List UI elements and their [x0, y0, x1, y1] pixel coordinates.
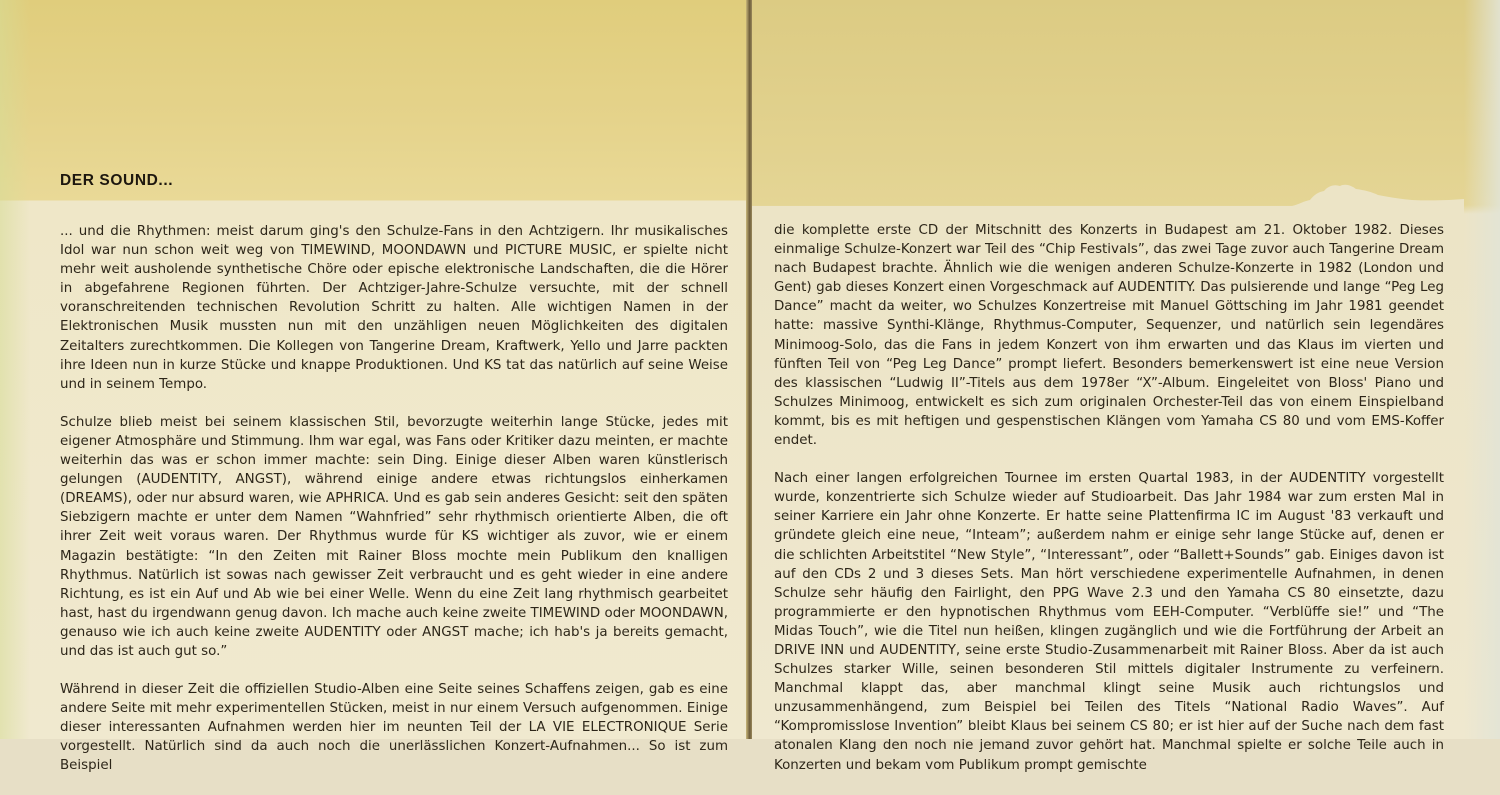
right-paragraph-1: die komplette erste CD der Mitschnitt des Konzerts in Budapest am 21. Oktober 1982. Dieses einmalige Schulze-Konzert war Teil des “Chip Festivals”, das zwei Tage zuvor auch Tangerine Dream nach Budapest brachte. Ähnlich wie die wenigen anderen Schulze-Konzerte in 1982 (London und Gent) gab dieses Konzert einen Vorgeschmack auf AUDENTITY. Das pulsierende und lange “Peg Leg Dance” macht da weiter, wo Schulzes Konzertreise mit Manuel Göttsching im Jahr 1981 geendet hatte: massive Synthi-Klänge, Rhythmus-Computer, Sequenzer, und natürlich sein legendäres Minimoog-Solo, das die Fans in jedem Konzert von ihm erwarten und das Klaus im vierten und fünften Teil von “Peg Leg Dance” prompt liefert. Besonders bemerkenswert ist eine neue Version des klassischen “Ludwig II”-Titels aus dem 1978er “X”-Album. Eingeleitet von Bloss' Piano und Schulzes Minimoog, entwickelt es sich zum originalen Orchester-Teil das von einem Einspielband kommt, bis es mit heftigen und gespenstischen Klängen vom Yamaha CS 80 und vom EMS-Koffer endet. — [774, 223, 1444, 449]
left-paragraph-1: ... und die Rhythmen: meist darum ging's den Schulze-Fans in den Achtzigern. Ihr musikalisches Idol war nun schon weit weg von TIMEWIND, MOONDAWN und PICTURE MUSIC, er spielte nicht mehr weit ausholende synthetische Chöre oder epische elektronische Landschaften, die die Hörer in abgefahrene Regionen führten. Der Achtziger-Jahre-Schulze versuchte, mit der schnell voranschreitenden technischen Revolution Schritt zu halten. Alle wichtigen Namen in der Elektronischen Musik mussten nun mit den unzähligen neuen Möglichkeiten des digitalen Zeitalters zurechtkommen. Die Kollegen von Tangerine Dream, Kraftwerk, Yello und Jarre packten ihre Ideen nun in kurze Stücke und knappe Produktionen. Und KS tat das natürlich auf seine Weise und in seinem Tempo. — [60, 224, 728, 392]
landscape-silhouette — [752, 170, 1500, 220]
left-page — [0, 0, 750, 774]
left-text-column — [60, 222, 728, 795]
left-edge-tint — [0, 0, 30, 739]
left-paragraph-3: Während in dieser Zeit die offiziellen Studio-Alben eine Seite seines Schaffens zeigen, gab es eine andere Seite mit mehr experimentellen Stücken, meist in nur einem Versuch aufgenommen. Einige dieser interessanten Aufnahmen werden hier im neunten Teil der LA VIE ELECTRONIQUE Serie vorgestellt. Natürlich sind da auch noch die unerlässlichen Konzert-Aufnahmen... So ist zum Beispiel — [60, 682, 728, 774]
right-page — [752, 0, 1500, 773]
right-paragraph-2: Nach einer langen erfolgreichen Tournee im ersten Quartal 1983, in der AUDENTITY vorgestellt wurde, konzentrierte sich Schulze wieder auf Studioarbeit. Das Jahr 1984 war zum ersten Mal in seiner Karriere ein Jahr ohne Konzerte. Er hatte seine Plattenfirma IC im August '83 verkauft und gründete gleich eine neue, “Inteam”; außerdem nahm er einige sehr lange Stücke auf, denen er die schlichten Arbeitstitel “New Style”, “Interessant”, oder “Ballett+Sounds” gab. Einiges davon ist auf den CDs 2 und 3 dieses Sets. Man hört verschiedene experimentelle Aufnahmen, in denen Schulze sehr häufig den Fairlight, den PPG Wave 2.3 und den Yamaha CS 80 einsetzte, dazu programmierte er den hypnotischen Rhythmus vom EEH-Computer. “Verblüffe sie!” und “The Midas Touch”, wie die Titel nun heißen, klingen zugänglich und wie die Fortführung der Arbeit an DRIVE INN und AUDENTITY, seine erste Studio-Zusammenarbeit mit Rainer Bloss. Aber da ist auch Schulzes starker Wille, seinen besonderen Stil mittels digitaler Instrumente zu verfeinern. Manchmal klappt das, aber manchmal klingt seine Musik auch richtungslos und unzusammenhängend, zum Beispiel bei Teilen des Titels “National Radio Waves”. Auf “Kompromisslose Invention” bleibt Klaus bei seinem CS 80; er ist hier auf der Suche nach dem fast atonalen Klang den noch nie jemand zuvor gehört hat. Manchmal spielte er solche Teile auch in Konzerten und bekam vom Publikum prompt gemischte — [774, 471, 1444, 773]
section-heading: DER SOUND... — [60, 172, 174, 189]
left-paragraph-2: Schulze blieb meist bei seinem klassischen Stil, bevorzugte weiterhin lange Stücke, jedes mit eigener Atmosphäre und Stimmung. Ihm war egal, was Fans oder Kritiker dazu meinten, er machte weiterhin das was er schon immer machte: sein Ding. Einige dieser Alben waren künstlerisch gelungen (AUDENTITY, ANGST), während einige andere etwas richtungslos einherkamen (DREAMS), oder nur absurd waren, wie APHRICA. Und es gab sein anderes Gesicht: seit den späten Siebzigern machte er unter dem Namen “Wahnfried” sehr rhythmisch orientierte Alben, die oft ihrer Zeit weit voraus waren. Der Rhythmus wurde für KS wichtiger als zuvor, wie er einem Magazin bestätigte: “In den Zeiten mit Rainer Bloss mochte mein Publikum den knalligen Rhythmus. Natürlich ist sowas nach gewisser Zeit verbraucht und es geht wieder in eine andere Richtung, es ist ein Auf und Ab wie bei einer Welle. Wenn du eine Zeit lang rhythmisch gearbeitet hast, hast du irgendwann genug davon. Ich mache auch keine zweite TIMEWIND oder MOONDAWN, genauso wie ich auch keine zweite AUDENTITY oder ANGST mache; ich hab's ja bereits gemacht, und das ist auch gut so.” — [60, 414, 728, 659]
right-edge-strip — [1464, 0, 1500, 739]
right-text-column — [774, 221, 1444, 794]
